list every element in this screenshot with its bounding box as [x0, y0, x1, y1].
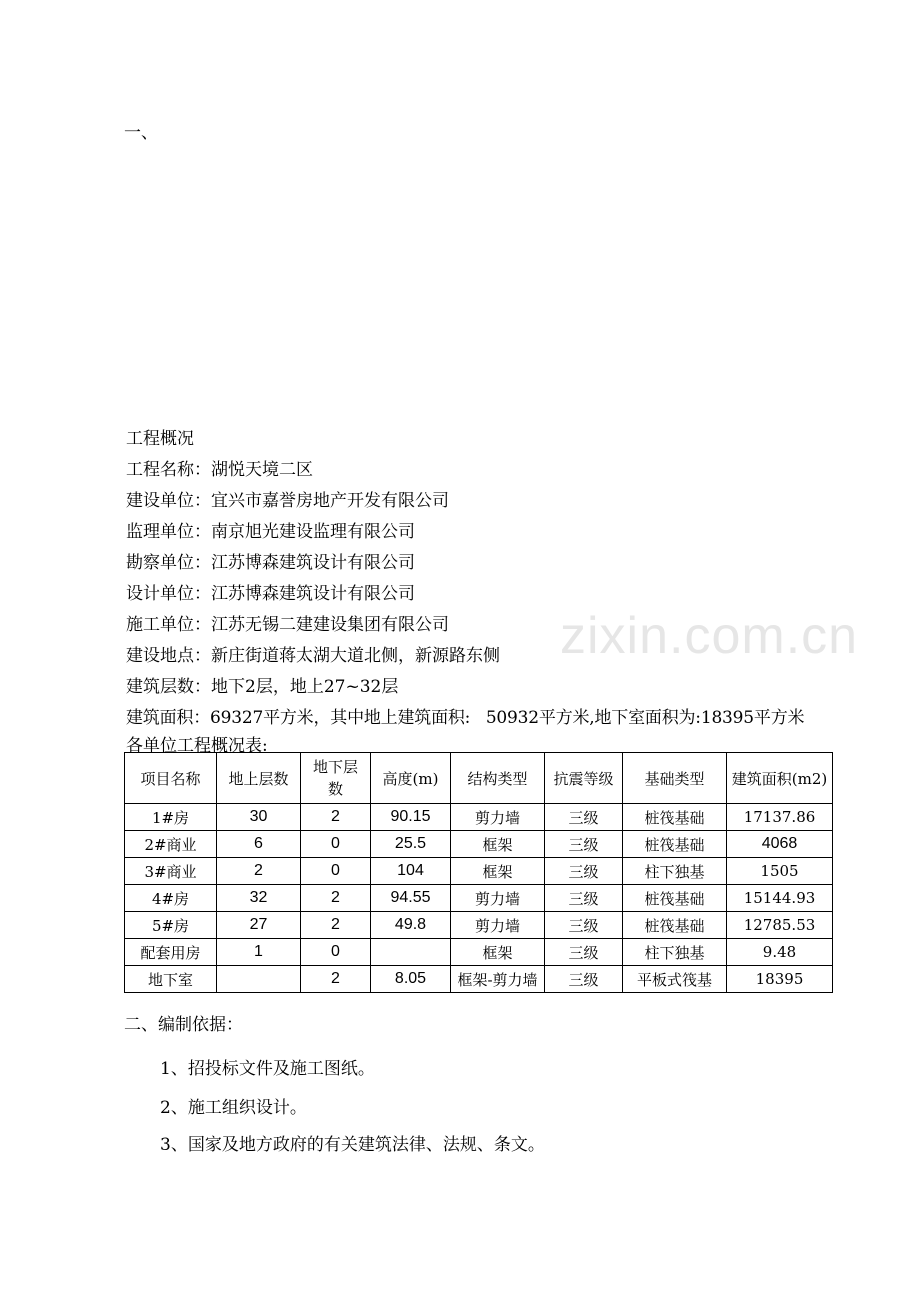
item-label: 建设单位：: [126, 491, 211, 511]
cell: 15144.93: [727, 885, 833, 912]
cell: 桩筏基础: [623, 912, 727, 939]
cell: [217, 966, 301, 993]
cell: 2: [301, 804, 371, 831]
cell: 2: [301, 966, 371, 993]
cell: 地下室: [125, 966, 217, 993]
cell: 平板式筏基: [623, 966, 727, 993]
overview-title: 工程概况: [126, 429, 194, 449]
watermark: zixin.com.cn: [560, 607, 859, 665]
cell: 柱下独基: [623, 858, 727, 885]
item-value: 地下2层，地上27~32层: [211, 677, 399, 697]
header-cell: 地下层数: [301, 753, 371, 804]
item-label: 建筑层数：: [126, 677, 211, 697]
cell: 剪力墙: [451, 804, 545, 831]
cell: 桩筏基础: [623, 831, 727, 858]
cell: 三级: [545, 939, 623, 966]
cell: 9.48: [727, 939, 833, 966]
overview-item-location: [126, 641, 866, 672]
cell: 90.15: [371, 804, 451, 831]
table-header-row: [125, 753, 833, 804]
cell: 3#商业: [125, 858, 217, 885]
cell: 4#房: [125, 885, 217, 912]
table-row: [125, 966, 833, 993]
cell: 三级: [545, 885, 623, 912]
item-value: 江苏博森建筑设计有限公司: [211, 553, 415, 573]
overview-item-contractor: [126, 610, 866, 641]
basis-item: 2、施工组织设计。: [160, 1098, 307, 1118]
header-cell: 基础类型: [623, 753, 727, 804]
cell: 三级: [545, 858, 623, 885]
cell: 桩筏基础: [623, 804, 727, 831]
cell: 25.5: [371, 831, 451, 858]
cell: 框架: [451, 939, 545, 966]
cell: 104: [371, 858, 451, 885]
table-row: [125, 831, 833, 858]
cell: 三级: [545, 912, 623, 939]
cell: 剪力墙: [451, 885, 545, 912]
cell: 剪力墙: [451, 912, 545, 939]
cell: 0: [301, 939, 371, 966]
cell: 2: [217, 858, 301, 885]
overview-block: [126, 424, 866, 734]
header-cell: 高度(m): [371, 753, 451, 804]
cell: 17137.86: [727, 804, 833, 831]
overview-item-floors: [126, 672, 866, 703]
cell: 94.55: [371, 885, 451, 912]
cell: 桩筏基础: [623, 885, 727, 912]
overview-item-project-name: [126, 455, 866, 486]
cell: 27: [217, 912, 301, 939]
cell: 1505: [727, 858, 833, 885]
cell: 4068: [727, 831, 833, 858]
cell: 三级: [545, 804, 623, 831]
overview-item-design: [126, 579, 866, 610]
cell: 1: [217, 939, 301, 966]
cell: 三级: [545, 831, 623, 858]
item-value: 69327平方米，其中地上建筑面积: 50932平方米,地下室面积为:18395平方米: [210, 708, 805, 728]
header-cell: 结构类型: [451, 753, 545, 804]
cell: 30: [217, 804, 301, 831]
item-label: 勘察单位：: [126, 553, 211, 573]
cell: 5#房: [125, 912, 217, 939]
header-cell: 项目名称: [125, 753, 217, 804]
table-row: [125, 858, 833, 885]
header-cell: 地上层数: [217, 753, 301, 804]
overview-item-developer: [126, 486, 866, 517]
cell: 1#房: [125, 804, 217, 831]
cell: 8.05: [371, 966, 451, 993]
cell: 配套用房: [125, 939, 217, 966]
table-row: [125, 912, 833, 939]
item-value: 江苏无锡二建建设集团有限公司: [211, 615, 449, 635]
header-cell: 建筑面积(m2): [727, 753, 833, 804]
basis-item: 1、招投标文件及施工图纸。: [160, 1059, 375, 1079]
basis-item: 3、国家及地方政府的有关建筑法律、法规、条文。: [160, 1135, 545, 1155]
cell: 柱下独基: [623, 939, 727, 966]
item-label: 监理单位：: [126, 522, 211, 542]
item-label: 建设地点：: [126, 646, 211, 666]
cell: 三级: [545, 966, 623, 993]
cell: 框架: [451, 858, 545, 885]
cell: 0: [301, 858, 371, 885]
item-label: 建筑面积：: [126, 708, 210, 728]
table-title: 各单位工程概况表:: [126, 736, 268, 756]
cell: [371, 939, 451, 966]
table-row: [125, 939, 833, 966]
table-row: [125, 804, 833, 831]
cell: 2: [301, 885, 371, 912]
cell: 32: [217, 885, 301, 912]
item-value: 南京旭光建设监理有限公司: [211, 522, 415, 542]
header-cell: 抗震等级: [545, 753, 623, 804]
cell: 框架: [451, 831, 545, 858]
item-value: 宜兴市嘉誉房地产开发有限公司: [211, 491, 449, 511]
overview-item-supervisor: [126, 517, 866, 548]
item-label: 设计单位：: [126, 584, 211, 604]
cell: 0: [301, 831, 371, 858]
item-label: 施工单位：: [126, 615, 211, 635]
cell: 49.8: [371, 912, 451, 939]
cell: 2#商业: [125, 831, 217, 858]
cell: 2: [301, 912, 371, 939]
section-2-heading: 二、编制依据：: [124, 1015, 243, 1035]
overview-item-area: [126, 703, 866, 734]
project-summary-table: [124, 752, 833, 993]
cell: 框架-剪力墙: [451, 966, 545, 993]
item-value: 新庄街道蒋太湖大道北侧，新源路东侧: [211, 646, 500, 666]
item-label: 工程名称：: [126, 460, 211, 480]
item-value: 湖悦天境二区: [211, 460, 313, 480]
overview-item-survey: [126, 548, 866, 579]
cell: 6: [217, 831, 301, 858]
cell: 18395: [727, 966, 833, 993]
table-row: [125, 885, 833, 912]
cell: 12785.53: [727, 912, 833, 939]
section-1-heading: 一、: [124, 123, 158, 143]
item-value: 江苏博森建筑设计有限公司: [211, 584, 415, 604]
